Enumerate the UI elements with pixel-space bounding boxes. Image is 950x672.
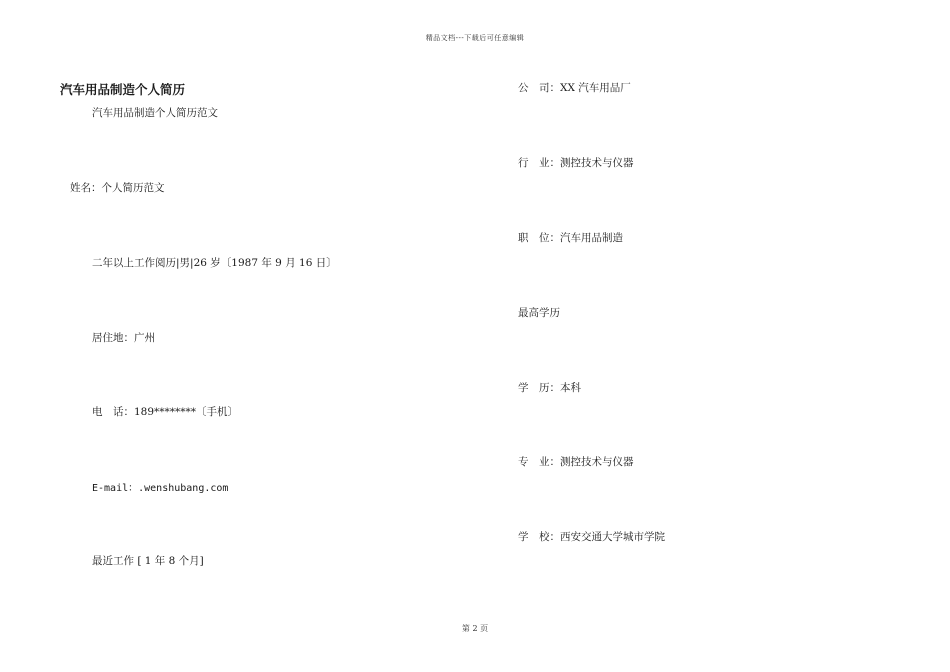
company-line: 公 司：XX 汽车用品厂 (518, 82, 631, 94)
degree-line: 学 历：本科 (518, 382, 581, 394)
page-footer: 第 2 页 (461, 624, 489, 633)
page-header: 精品文档---下载后可任意编辑 (425, 34, 525, 42)
location-line: 居住地：广州 (92, 332, 155, 344)
resume-title: 汽车用品制造个人简历 (60, 82, 186, 97)
major-line: 专 业：测控技术与仪器 (518, 456, 634, 468)
name-line: 姓名：个人简历范文 (70, 182, 165, 194)
recent-job-line: 最近工作 [ 1 年 8 个月] (92, 555, 204, 567)
education-heading: 最高学历 (518, 307, 560, 319)
industry-line: 行 业：测控技术与仪器 (518, 157, 634, 169)
resume-subtitle: 汽车用品制造个人简历范文 (92, 107, 218, 119)
email-line: E-mail：.wenshubang.com (92, 483, 229, 494)
school-line: 学 校：西安交通大学城市学院 (518, 531, 665, 543)
experience-line: 二年以上工作阅历|男|26 岁〔1987 年 9 月 16 日〕 (92, 257, 337, 269)
phone-line: 电 话：189********〔手机〕 (92, 406, 239, 418)
position-line: 职 位：汽车用品制造 (518, 232, 623, 244)
